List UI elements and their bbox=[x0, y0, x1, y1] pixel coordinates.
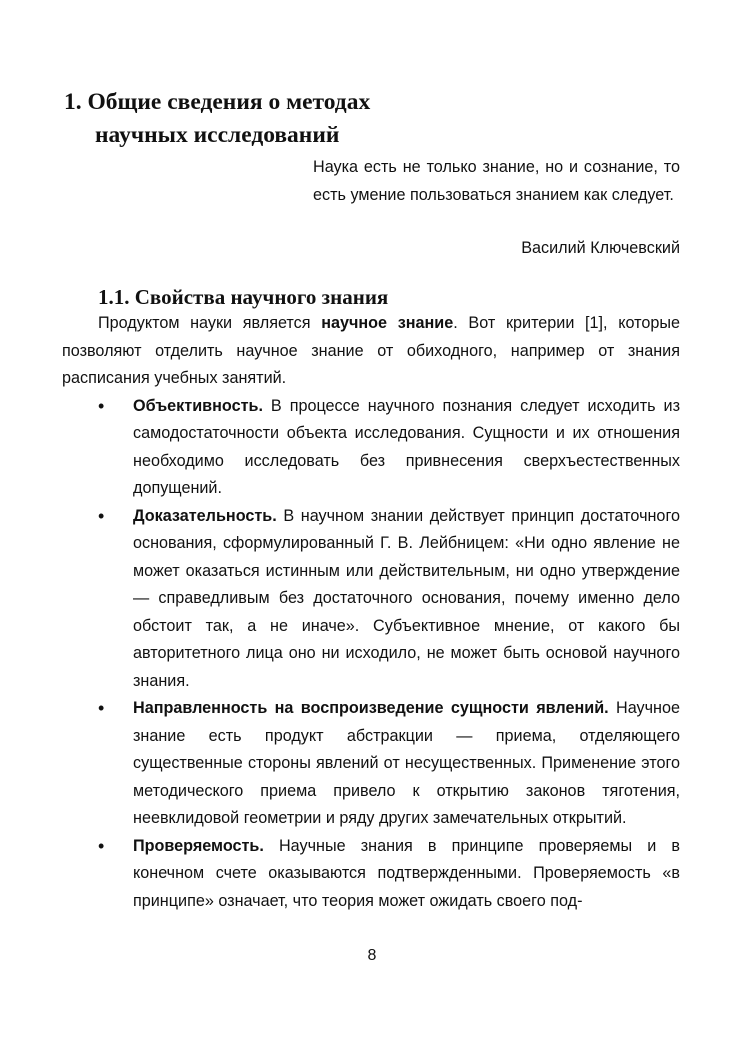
bullet-icon: • bbox=[98, 698, 105, 718]
epigraph-quote: Наука есть не только знание, но и сознание, то есть умение пользоваться знанием как следует. bbox=[313, 158, 680, 204]
list-item-term: Объективность. bbox=[133, 396, 263, 415]
list-item-text: В научном знании действует принцип достаточного основания, сформулированный Г. В. Лейбницем: «Ни одно явление не может оказаться истинным или действительным, ни одно утверждение — справедливым без достаточного основания, почему именно дело обстоит так, а не иначе». Субъективное мнение, от какого бы авторитетного лица оно ни исходило, не может быть основой научного знания. bbox=[133, 506, 680, 690]
chapter-title-line1: 1. Общие сведения о методах bbox=[64, 89, 371, 115]
list-item-objectivity bbox=[62, 393, 680, 503]
section-title: 1.1. Свойства научного знания bbox=[98, 285, 389, 309]
intro-text-before: Продуктом науки является bbox=[98, 314, 322, 332]
list-item-term: Доказательность. bbox=[133, 506, 277, 525]
list-item-provability bbox=[62, 503, 680, 696]
bullet-icon: • bbox=[98, 395, 105, 416]
list-item-essence bbox=[62, 695, 680, 833]
bullet-icon: • bbox=[98, 505, 105, 526]
list-item-text: Научные знания в принципе проверяемы и в конечном счете оказываются подтвержденными. Проверяемость «в принципе» означает, что теория может ожидать своего под- bbox=[133, 836, 680, 910]
list-item-term: Направленность на воспроизведение сущности явлений. bbox=[133, 699, 609, 717]
criteria-list bbox=[62, 393, 680, 916]
list-item-term: Проверяемость. bbox=[133, 836, 264, 855]
intro-paragraph bbox=[62, 310, 680, 393]
chapter-title bbox=[64, 86, 684, 152]
bullet-icon: • bbox=[98, 835, 105, 856]
intro-term: научное знание bbox=[321, 314, 454, 332]
list-item-verifiability bbox=[62, 833, 680, 916]
list-item-text: Научное знание есть продукт абстракции — приема, отделяющего существенные стороны явлений от несущественных. Применение этого методического приема привело к открытию законов тяготения, неевклидовой геометрии и ряду других замечательных открытий. bbox=[133, 699, 680, 827]
list-item-text: В процессе научного познания следует исходить из самодостаточности объекта исследования. Сущности и их отношения необходимо исследовать без привнесения сверхъестественных допущений. bbox=[133, 396, 680, 497]
intro-text-after: . Вот критерии [1], которые позволяют отделить научное знание от обиходного, например от знания расписания учебных занятий. bbox=[62, 314, 681, 387]
chapter-title-line2: научных исследований bbox=[95, 122, 340, 148]
body-text bbox=[62, 310, 680, 915]
page-number: 8 bbox=[367, 947, 377, 964]
epigraph-author: Василий Ключевский bbox=[521, 239, 680, 257]
